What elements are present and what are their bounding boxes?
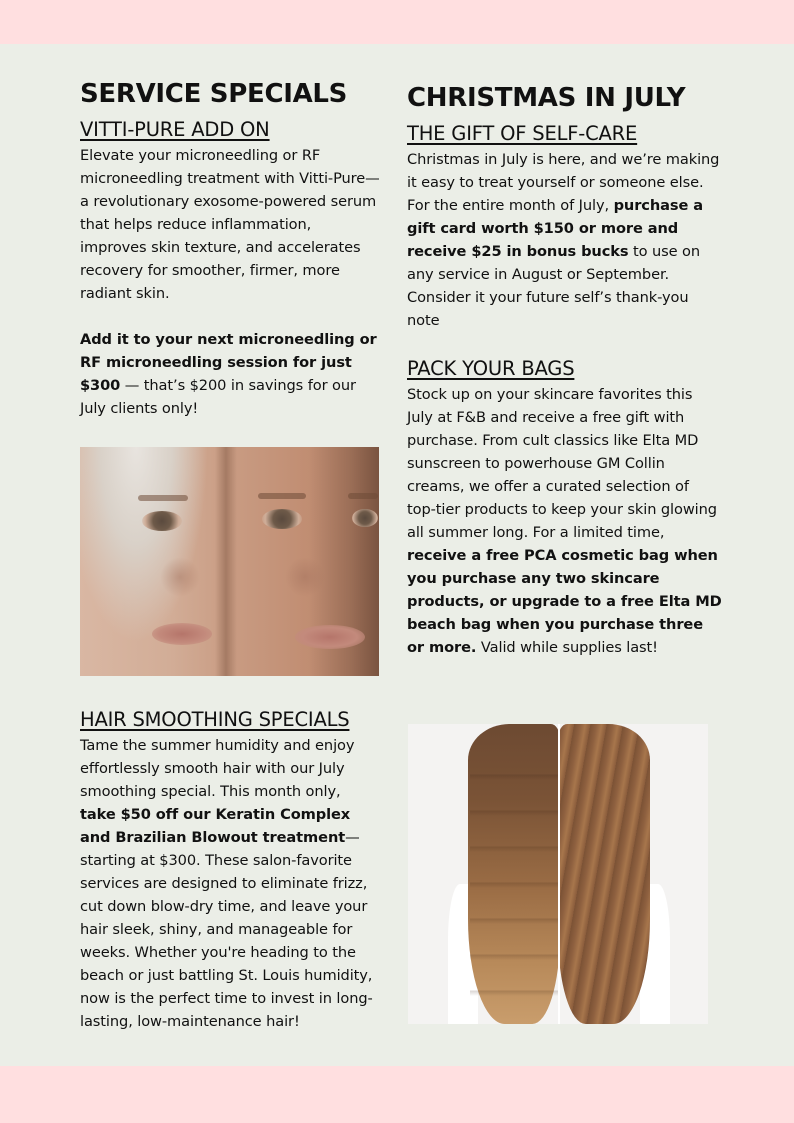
bags-text-2: Valid while supplies last! [476, 639, 658, 656]
long-wavy-hair-photo [408, 724, 708, 1024]
christmas-heading: CHRISTMAS IN JULY [407, 83, 686, 113]
two-faces-photo [80, 447, 379, 676]
vitti-pure-offer-rest: — that’s $200 in savings for our July clients only! [80, 377, 356, 417]
pack-your-bags-title: PACK YOUR BAGS [407, 357, 575, 380]
hair-smoothing-text-2: —starting at $300. These salon-favorite services are designed to eliminate frizz, cut down blow-dry time, and leave your hair sleek, shiny, and manageable for weeks. Whether you're heading to the beach or just battling St. Louis humidity, now is the perfect time to invest in long-lasting, low-maintenance hair! [80, 829, 373, 1030]
gift-bold: purchase a gift card worth $150 or more and receive $25 in bonus bucks [407, 197, 704, 260]
bags-bold: receive a free PCA cosmetic bag when you purchase any two skincare products, or upgrade to a free Elta MD beach bag when you purchase three or more. [407, 547, 722, 656]
hair-smoothing-title: HAIR SMOOTHING SPECIALS [80, 708, 350, 731]
service-specials-heading: SERVICE SPECIALS [80, 79, 348, 109]
gift-text-2: to use on any service in August or September. Consider it your future self’s thank-you note [407, 243, 701, 329]
hair-smoothing-section [80, 706, 380, 1033]
gift-text-1: Christmas in July is here, and we’re making it easy to treat yourself or someone else. For the entire month of July, [407, 151, 720, 214]
hair-smoothing-paragraph [80, 734, 380, 1033]
vitti-pure-offer-bold: Add it to your next microneedling or RF microneedling session for just $300 [80, 331, 377, 394]
vitti-pure-offer [80, 328, 380, 420]
bags-text-1: Stock up on your skincare favorites this July at F&B and receive a free gift with purchase. From cult classics like Elta MD sunscreen to powerhouse GM Collin creams, we offer a curated selection of top-tier products to keep your skin glowing all summer long. For a limited time, [407, 386, 717, 541]
christmas-in-july-section [407, 82, 722, 659]
service-specials-section [80, 78, 380, 420]
hair-smoothing-bold: take $50 off our Keratin Complex and Brazilian Blowout treatment [80, 806, 351, 846]
gift-of-self-care-title: THE GIFT OF SELF-CARE [407, 122, 638, 145]
bags-paragraph [407, 383, 722, 659]
vitti-pure-paragraph: Elevate your microneedling or RF microneedling treatment with Vitti-Pure—a revolutionary exosome-powered serum that helps reduce inflammation, improves skin texture, and accelerates recovery for smoother, firmer, more radiant skin. [80, 147, 380, 302]
newsletter-page [0, 44, 794, 1066]
vitti-pure-title: VITTI-PURE ADD ON [80, 118, 270, 141]
gift-paragraph [407, 148, 722, 332]
hair-smoothing-text-1: Tame the summer humidity and enjoy effortlessly smooth hair with our July smoothing special. This month only, [80, 737, 355, 800]
